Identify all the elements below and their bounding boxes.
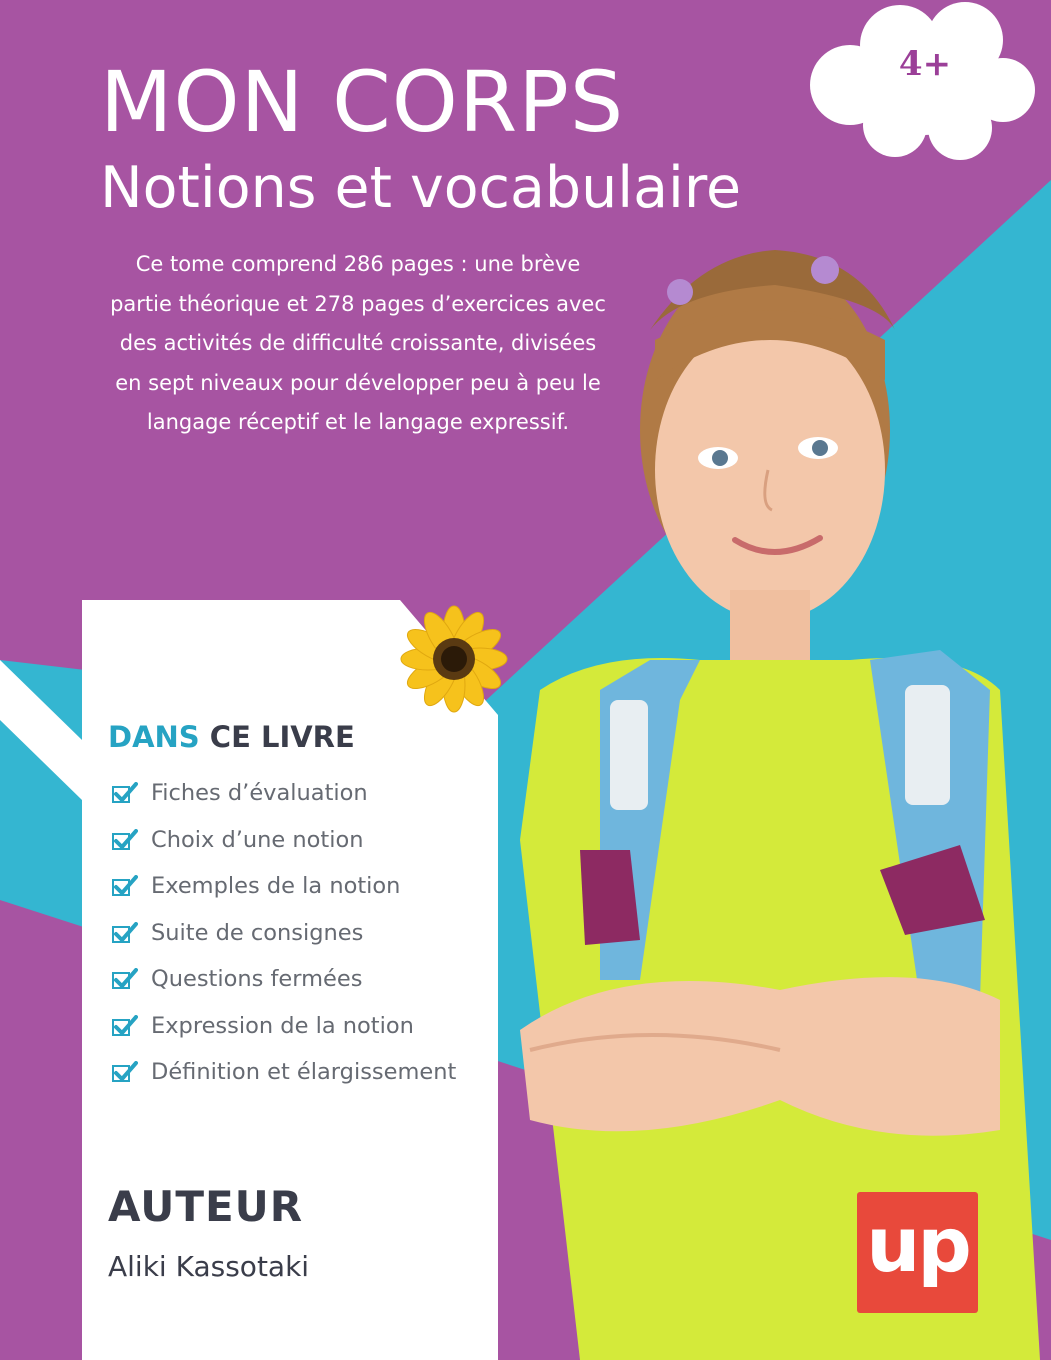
age-badge: 4+ — [898, 44, 952, 84]
checkbox-check-icon — [112, 968, 138, 990]
feature-item — [112, 863, 456, 910]
feature-label: Fiches d’évaluation — [151, 780, 368, 807]
in-book-heading-rest: CE LIVRE — [199, 720, 355, 754]
in-book-heading-accent: DANS — [108, 720, 200, 754]
feature-label: Questions fermées — [151, 966, 363, 993]
feature-item — [112, 910, 456, 957]
feature-label: Exemples de la notion — [151, 873, 401, 900]
feature-item — [112, 1049, 456, 1096]
feature-label: Définition et élargissement — [151, 1059, 457, 1086]
checkbox-check-icon — [112, 782, 138, 804]
publisher-logo-text: up — [866, 1200, 969, 1289]
checkbox-check-icon — [112, 829, 138, 851]
in-book-heading — [108, 720, 355, 754]
checkbox-check-icon — [112, 1061, 138, 1083]
checkbox-check-icon — [112, 922, 138, 944]
feature-label: Suite de consignes — [151, 919, 364, 946]
feature-list — [112, 770, 456, 1096]
sunflower-icon — [398, 604, 510, 714]
feature-item — [112, 770, 456, 817]
author-name: Aliki Kassotaki — [108, 1250, 310, 1283]
book-title: MON CORPS — [100, 53, 625, 151]
feature-label: Choix d’une notion — [151, 826, 364, 853]
feature-item — [112, 956, 456, 1003]
checkbox-check-icon — [112, 875, 138, 897]
book-description: Ce tome comprend 286 pages : une brève partie théorique et 278 pages d’exercices avec des activités de difficulté croissante, divisées en sept niveaux pour développer peu à peu le langage réceptif et le langage expressif. — [110, 252, 606, 434]
publisher-logo — [857, 1192, 978, 1313]
checkbox-check-icon — [112, 1015, 138, 1037]
feature-item — [112, 1003, 456, 1050]
feature-label: Expression de la notion — [151, 1012, 414, 1039]
feature-item — [112, 817, 456, 864]
author-heading: AUTEUR — [108, 1182, 304, 1231]
book-subtitle: Notions et vocabulaire — [100, 155, 742, 221]
